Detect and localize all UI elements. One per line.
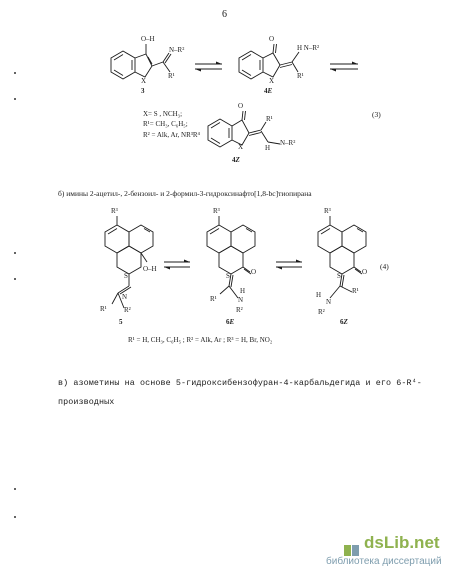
compound-6E-label: [226, 318, 234, 326]
compound-6Z-ring-b: [342, 225, 366, 253]
compound-4E-number: 4: [264, 87, 268, 95]
compound-6Z-n-label: N: [326, 298, 332, 306]
compound-5-r2-label: R²: [124, 306, 131, 314]
compound-4Z-r1-label: R¹: [266, 115, 273, 123]
scheme-3-legend-x: X= S , NCH₃;: [143, 110, 183, 118]
compound-6E-o-label: O: [251, 268, 257, 276]
compound-5-r3-label: R³: [111, 207, 118, 215]
compound-4Z-h-label: H: [265, 144, 271, 152]
compound-5-r1-label: R¹: [100, 305, 107, 313]
compound-6Z-r1-label: R¹: [352, 287, 359, 295]
compound-6E-suffix: E: [229, 318, 235, 326]
compound-6E-ring-a: [207, 225, 231, 253]
compound-4Z-x-label: X: [238, 143, 244, 151]
compound-6Z-s-label: S: [337, 272, 341, 280]
watermark-subtitle: библиотека диссертаций: [326, 556, 442, 567]
compound-4Z-o-label: O: [238, 102, 244, 110]
scheme-3-legend-r2: R² = Alk, Ar, NR³R⁴: [143, 131, 200, 139]
compound-5-ring-c: [117, 246, 141, 274]
section-b-heading: б) имины 2-ацетил-, 2-бензоил- и 2-формил-3-гидроксинафто[1,8-bc]тиопирана: [58, 189, 312, 198]
compound-4E-suffix: E: [267, 87, 273, 95]
compound-5-ring-b: [129, 225, 153, 253]
compound-5-oh-label: O–H: [143, 265, 157, 273]
compound-4E-hn-label: H N–R²: [297, 44, 320, 52]
compound-3-n-label: N–R²: [169, 46, 185, 54]
compound-6Z-r3-label: R³: [324, 207, 331, 215]
compound-6E-r3-label: R³: [213, 207, 220, 215]
compound-3-number: 3: [141, 87, 145, 95]
compound-3-x-label: X: [141, 77, 147, 85]
compound-6Z-label: [340, 318, 348, 326]
compound-5-n-label: N: [122, 293, 128, 301]
equation-number-3: (3): [372, 110, 381, 119]
compound-6Z-suffix: Z: [343, 318, 348, 326]
compound-6Z-number: 6: [340, 318, 344, 326]
compound-6E-ring-b: [231, 225, 255, 253]
compound-4Z-suffix: Z: [235, 156, 240, 164]
compound-6Z-r2-label: R²: [318, 308, 325, 316]
scheme-4-equilibrium-arrows: [164, 260, 302, 270]
compound-5-s-label: S: [124, 272, 128, 280]
compound-6E-ring-c: [219, 246, 243, 274]
page-number: 6: [222, 9, 227, 20]
compound-6E-n-label: N: [238, 296, 244, 304]
scheme-3-legend-r1: R¹= CH₃, C₆H₅;: [143, 120, 188, 128]
compound-3-r1-label: R¹: [168, 72, 175, 80]
compound-6Z-o-label: O: [362, 268, 368, 276]
section-c-line1: в) азометины на основе 5-гидроксибензофуран-4-карбальдегида и его 6-R⁴-: [58, 378, 422, 388]
compound-6E-s-label: S: [226, 272, 230, 280]
compound-4Z-nr2-label: N–R²: [280, 139, 296, 147]
compound-4E-o-label: O: [269, 35, 275, 43]
compound-6Z-ring-c: [330, 246, 354, 274]
compound-4Z-number: 4: [232, 156, 236, 164]
compound-4E-x-label: X: [269, 77, 275, 85]
compound-6E-number: 6: [226, 318, 230, 326]
section-c-line2: производных: [58, 397, 115, 407]
equation-number-4: (4): [380, 262, 389, 271]
compound-3-oh-label: O–H: [141, 35, 155, 43]
compound-6E-r1-label: R¹: [210, 295, 217, 303]
watermark-title: dsLib.net: [364, 533, 440, 552]
scheme-4-legend: R¹ = H, CH₃, C₆H₅ ; R² = Alk, Ar ; R³ = H, Br, NO₂: [128, 336, 273, 344]
compound-6Z-h-label: H: [316, 291, 322, 299]
compound-6Z-ring-a: [318, 225, 342, 253]
compound-5-number: 5: [119, 318, 123, 326]
compound-5-ring-a: [105, 225, 129, 253]
compound-6E-h-label: H: [240, 287, 246, 295]
compound-6E-r2-label: R²: [236, 306, 243, 314]
compound-4E-r1-label: R¹: [297, 72, 304, 80]
